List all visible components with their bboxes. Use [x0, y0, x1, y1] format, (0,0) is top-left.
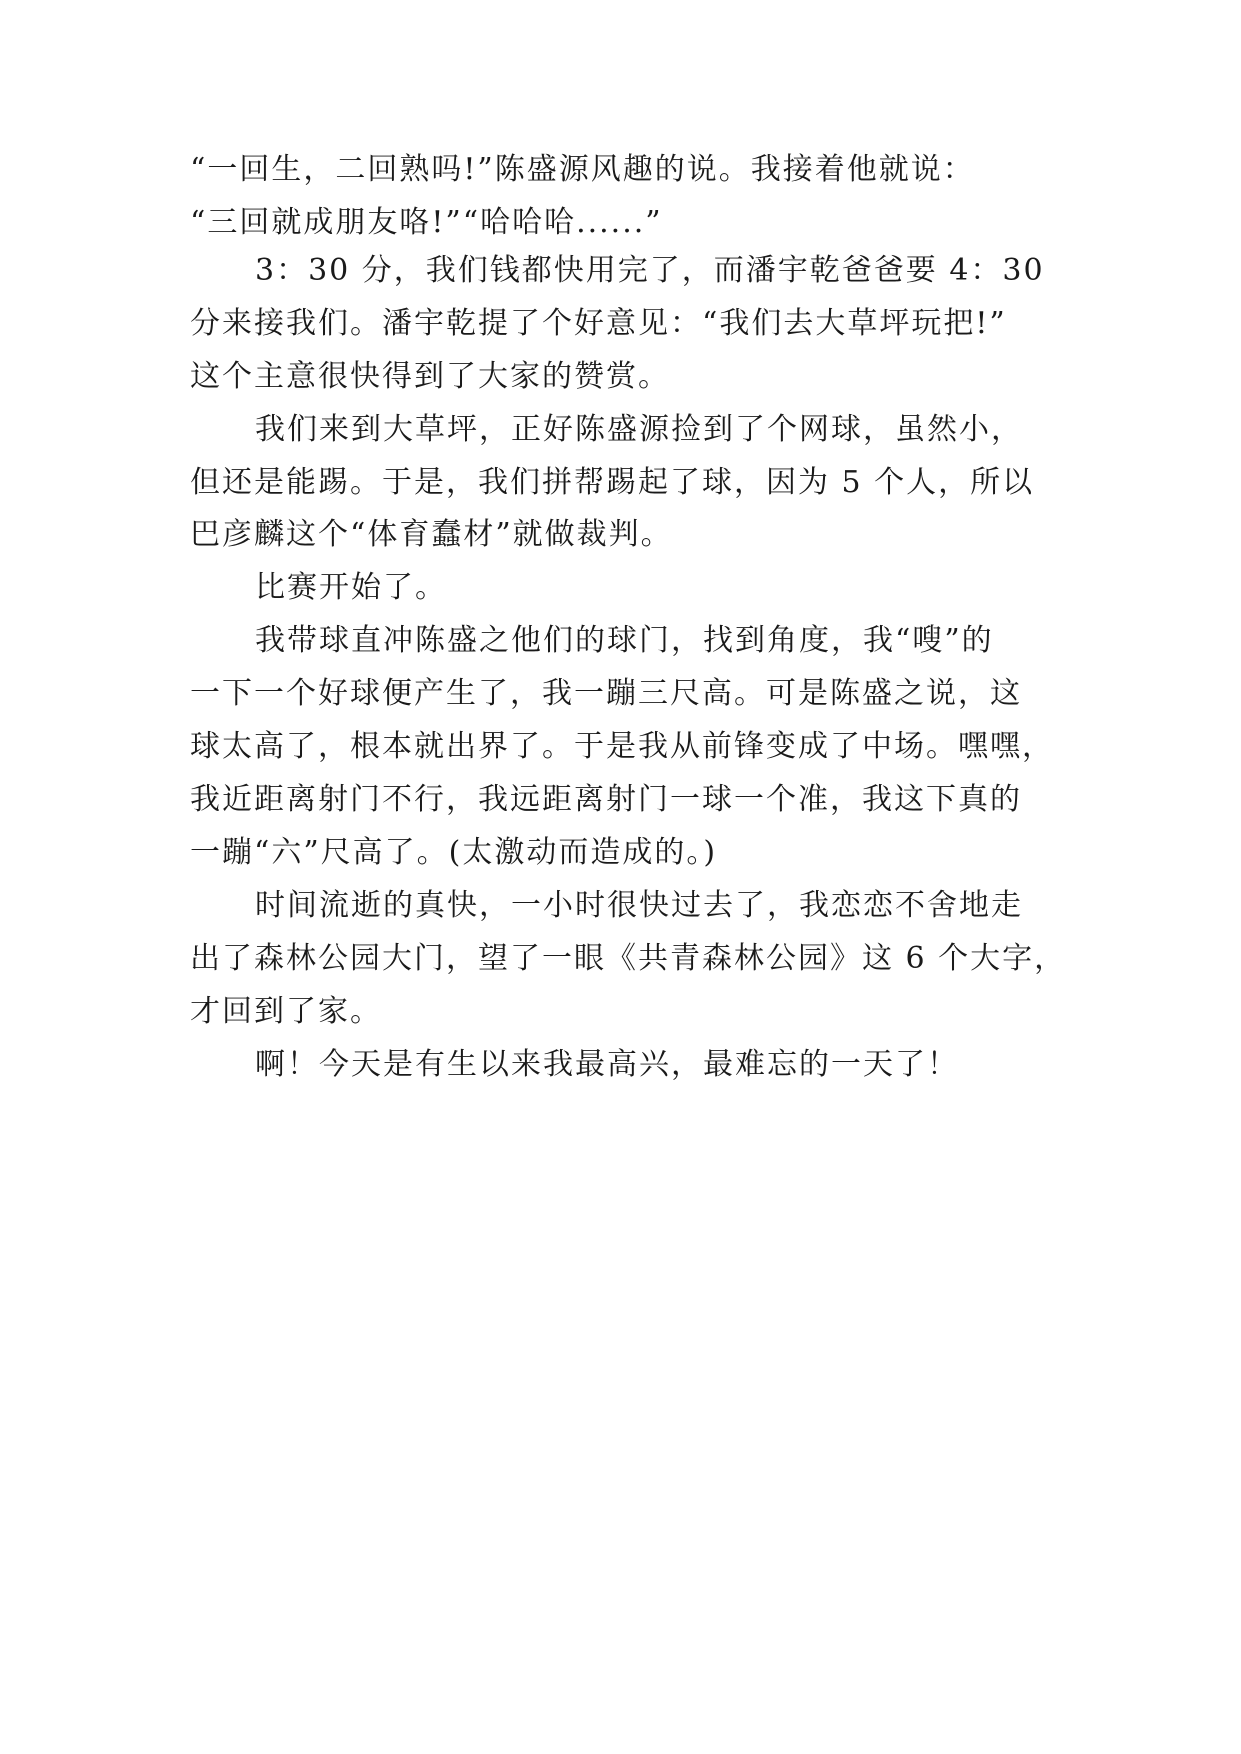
text-line: 才回到了家。 [190, 994, 382, 1029]
paragraph-first-line: 3：30 分，我们钱都快用完了，而潘宇乾爸爸要 4：30 [255, 253, 1045, 288]
text-line: 出了森林公园大门，望了一眼《共青森林公园》这 6 个大字， [190, 941, 1067, 976]
text-line: 一下一个好球便产生了，我一蹦三尺高。可是陈盛之说，这 [190, 676, 1022, 711]
paragraph-first-line: 我们来到大草坪，正好陈盛源捡到了个网球，虽然小， [255, 412, 1023, 447]
text-line: 但还是能踢。于是，我们拼帮踢起了球，因为 5 个人，所以 [190, 465, 1035, 500]
text-line: 巴彦麟这个“体育蠢材”就做裁判。 [190, 517, 673, 552]
text-line: “一回生，二回熟吗!”陈盛源风趣的说。我接着他就说： [190, 152, 975, 187]
text-line: 球太高了，根本就出界了。于是我从前锋变成了中场。嘿嘿， [190, 729, 1054, 764]
text-line: 我近距离射门不行，我远距离射门一球一个准，我这下真的 [190, 782, 1022, 817]
paragraph-first-line: 啊！今天是有生以来我最高兴，最难忘的一天了！ [255, 1047, 959, 1082]
paragraph-first-line: 我带球直冲陈盛之他们的球门，找到角度，我“嗖”的 [255, 623, 994, 658]
text-line: 分来接我们。潘宇乾提了个好意见：“我们去大草坪玩把!” [190, 306, 1007, 341]
text-line: 一蹦“六”尺高了。(太激动而造成的。) [190, 835, 718, 870]
paragraph-first-line: 比赛开始了。 [255, 570, 447, 605]
text-line: 这个主意很快得到了大家的赞赏。 [190, 359, 670, 394]
text-line: “三回就成朋友咯!”“哈哈哈......” [190, 205, 663, 240]
paragraph-first-line: 时间流逝的真快，一小时很快过去了，我恋恋不舍地走 [255, 888, 1023, 923]
